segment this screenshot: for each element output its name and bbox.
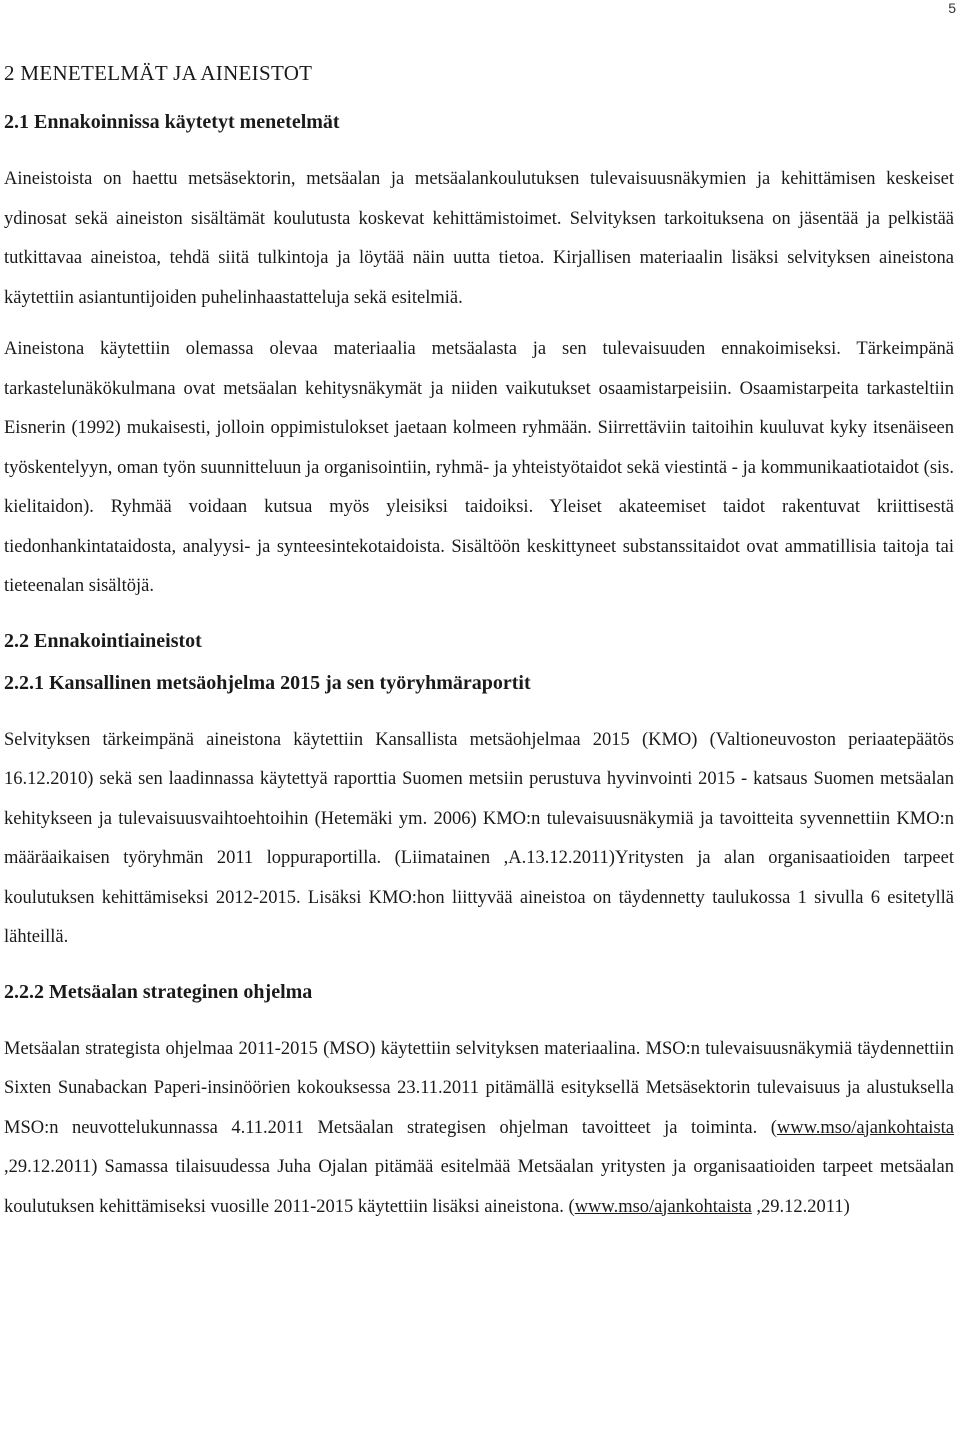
- mso-link-1[interactable]: www.mso/ajankohtaista: [776, 1117, 954, 1138]
- paragraph-text-part-2: ,29.12.2011) Samassa tilaisuudessa Juha Ojalan pitämää esitelmää Metsäalan yritysten ja organisaatioiden tarpeet metsäalan koulutuksen kehittämiseksi vuosille 2011-2015 käytettiin lisäksi aineistona. (: [4, 1157, 954, 1217]
- section-2-2-1-title: 2.2.1 Kansallinen metsäohjelma 2015 ja sen työryhmäraportit: [4, 671, 531, 694]
- section-2-2-2-paragraph: [4, 1030, 954, 1228]
- section-2-1-paragraph-1: Aineistoista on haettu metsäsektorin, metsäalan ja metsäalankoulutuksen tulevaisuusnäkymien ja kehittämisen keskeiset ydinosat sekä aineiston sisältämät koulutusta koskevat kehittämistoimet. Selvityksen tarkoituksena on jäsentää ja pelkistää tutkittavaa aineistoa, tehdä siitä tulkintoja ja löytää näin uutta tietoa. Kirjallisen materiaalin lisäksi selvityksen aineistona käytettiin asiantuntijoiden puhelinhaastatteluja sekä esitelmiä.: [4, 169, 954, 308]
- section-2-1-paragraph-2: Aineistona käytettiin olemassa olevaa materiaalia metsäalasta ja sen tulevaisuuden ennakoimiseksi. Tärkeimpänä tarkastelunäkökulmana ovat metsäalan kehitysnäkymät ja niiden vaikutukset osaamistarpeisiin. Osaamistarpeita tarkasteltiin Eisnerin (1992) mukaisesti, jolloin oppimistulokset jaetaan kolmeen ryhmään. Siirrettäviin taitoihin kuuluvat kyky itsenäiseen työskentelyyn, oman työn suunnitteluun ja organisointiin, ryhmä- ja yhteistyötaidot sekä viestintä - ja kommunikaatiotaidot (sis. kielitaidon). Ryhmää voidaan kutsua myös yleisiksi taidoiksi. Yleiset akateemiset taidot rakentuvat kriittisestä tiedonhankintataidosta, analyysi- ja synteesintekotaidoista. Sisältöön keskittyneet substanssitaidot ovat ammatillisia taitoja tai tieteenalan sisältöjä.: [4, 339, 954, 596]
- section-2-2-1-paragraph: Selvityksen tärkeimpänä aineistona käytettiin Kansallista metsäohjelmaa 2015 (KMO) (Valtioneuvoston periaatepäätös 16.12.2010) sekä sen laadinnassa käytettyä raporttia Suomen metsiin perustuva hyvinvointi 2015 - katsaus Suomen metsäalan kehitykseen ja tulevaisuusvaihtoehtoihin (Hetemäki ym. 2006) KMO:n tulevaisuusnäkymiä ja tavoitteita syvennettiin KMO:n määräaikaisen työryhmän 2011 loppuraportilla. (Liimatainen ,A.13.12.2011)Yritysten ja alan organisaatioiden tarpeet koulutuksen kehittämiseksi 2012-2015. Lisäksi KMO:hon liittyvää aineistoa on täydennetty taulukossa 1 sivulla 6 esitetyllä lähteillä.: [4, 729, 954, 947]
- paragraph-text-part-1: Metsäalan strategista ohjelmaa 2011-2015 (MSO) käytettiin selvityksen materiaalina. MSO:n tulevaisuusnäkymiä täydennettiin Sixten Sunabackan Paperi-insinöörien kokouksessa 23.11.2011 pitämällä esityksellä Metsäsektorin tulevaisuus ja alustuksella MSO:n neuvottelukunnassa 4.11.2011 Metsäalan strategisen ohjelman tavoitteet ja toiminta. (: [4, 1038, 954, 1138]
- mso-link-2[interactable]: www.mso/ajankohtaista: [574, 1196, 752, 1217]
- section-2-2-2-title: 2.2.2 Metsäalan strateginen ohjelma: [4, 980, 313, 1003]
- section-2-2-title: 2.2 Ennakointiaineistot: [4, 629, 202, 652]
- section-2-1-title: 2.1 Ennakoinnissa käytetyt menetelmät: [4, 111, 340, 133]
- document-body: [4, 58, 954, 1227]
- chapter-title: 2 MENETELMÄT JA AINEISTOT: [4, 61, 313, 85]
- paragraph-text-part-3: ,29.12.2011): [751, 1196, 850, 1217]
- page-number: 5: [948, 0, 956, 16]
